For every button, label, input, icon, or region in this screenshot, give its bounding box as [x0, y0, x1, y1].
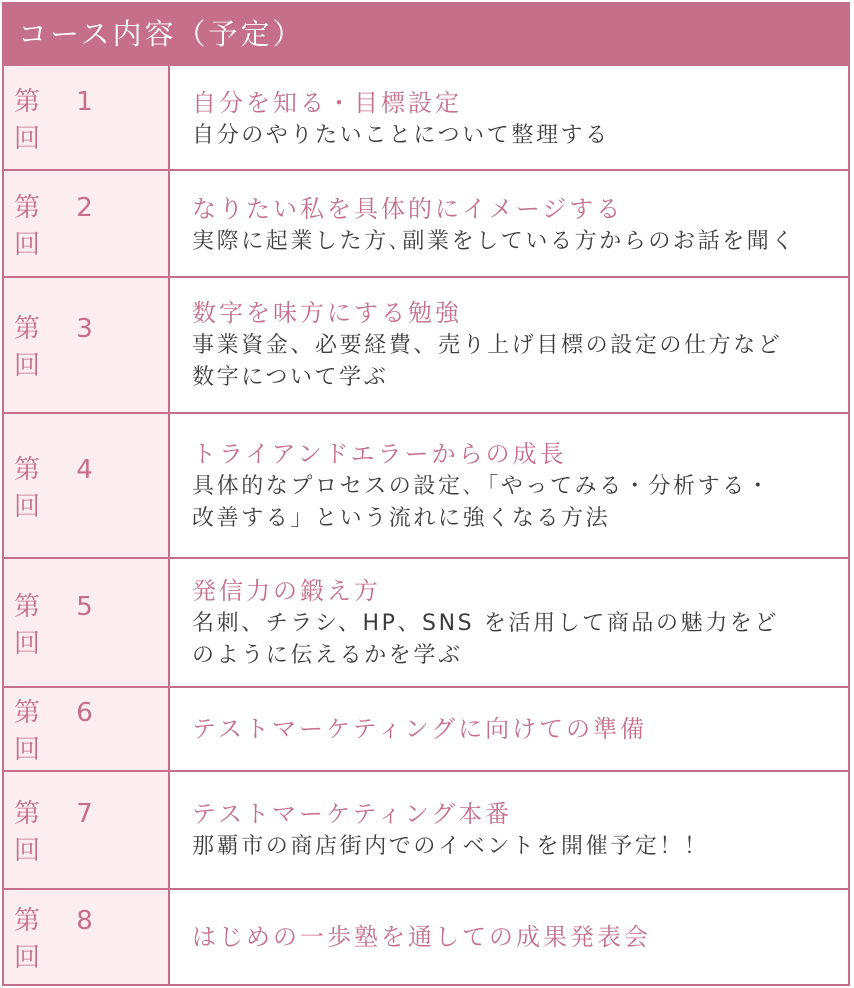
- session-number: 第 7 回: [4, 772, 170, 888]
- session-content: [170, 559, 848, 686]
- session-topic: テストマーケティング本番: [192, 800, 513, 828]
- session-content: [170, 278, 848, 412]
- session-description: 事業資金、必要経費、売り上げ目標の設定の仕方など 数字について学ぶ: [192, 333, 783, 390]
- session-row-8: [4, 888, 848, 984]
- session-row-2: [4, 169, 848, 276]
- session-topic: 発信力の鍛え方: [192, 576, 381, 605]
- course-table: [2, 2, 850, 986]
- session-content: [170, 171, 848, 276]
- session-content: [170, 66, 848, 169]
- session-number: 第 8 回: [4, 890, 170, 984]
- session-topic: はじめの一歩塾を通しての成果発表会: [192, 923, 651, 951]
- session-description: 名刺、チラシ、HP、SNS を活用して商品の魅力をど のように伝えるかを学ぶ: [192, 610, 780, 668]
- session-content: [170, 688, 848, 770]
- session-number: 第 5 回: [4, 559, 170, 686]
- session-content: [170, 414, 848, 557]
- session-content: [170, 772, 848, 888]
- session-row-3: [4, 276, 848, 412]
- table-title: コース内容（予定）: [4, 4, 848, 64]
- session-topic: トライアンドエラーからの成長: [192, 439, 567, 468]
- session-description: 具体的なプロセスの設定､「やってみる・分析する・ 改善する」という流れに強くなる方法: [192, 473, 772, 531]
- session-row-7: [4, 770, 848, 888]
- session-row-4: [4, 412, 848, 557]
- session-topic: 自分を知る・目標設定: [192, 88, 462, 117]
- session-number: 第 3 回: [4, 278, 170, 412]
- session-number: 第 2 回: [4, 171, 170, 276]
- session-description: 自分のやりたいことについて整理する: [192, 122, 610, 148]
- session-number: 第 1 回: [4, 66, 170, 169]
- session-row-1: [4, 64, 848, 169]
- session-topic: 数字を味方にする勉強: [192, 299, 462, 327]
- session-description: 実際に起業した方､副業をしている方からのお話を聞く: [192, 228, 797, 254]
- session-topic: テストマーケティングに向けての準備: [192, 715, 648, 743]
- session-content: [170, 890, 848, 984]
- session-number: 第 6 回: [4, 688, 170, 770]
- session-row-5: [4, 557, 848, 686]
- session-row-6: [4, 686, 848, 770]
- session-number: 第 4 回: [4, 414, 170, 557]
- session-topic: なりたい私を具体的にイメージする: [192, 194, 624, 223]
- session-description: 那覇市の商店街内でのイベントを開催予定！！: [192, 834, 709, 859]
